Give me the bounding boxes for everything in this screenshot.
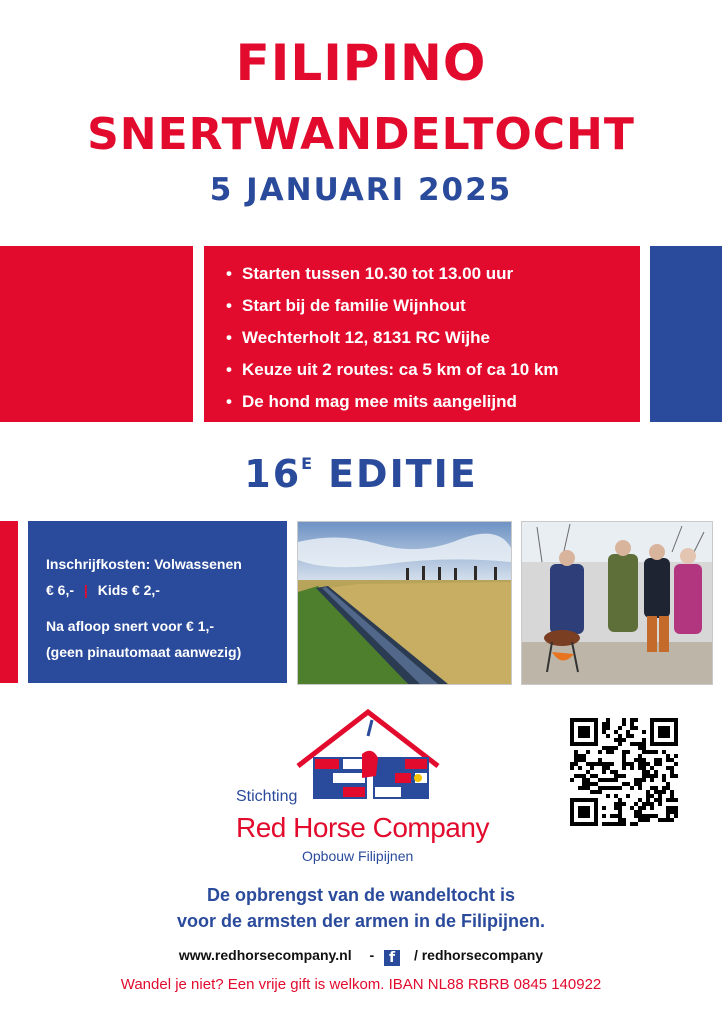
footer-message bbox=[0, 882, 722, 934]
landscape-photo bbox=[297, 521, 512, 685]
event-date: 5 JANUARI 2025 bbox=[209, 172, 513, 208]
edition-number: 16 bbox=[244, 452, 302, 496]
kids-price: Kids € 2,- bbox=[97, 582, 160, 598]
left-red-block bbox=[0, 246, 193, 422]
cost-line-2 bbox=[46, 577, 281, 603]
website-link[interactable]: www.redhorsecompany.nl bbox=[178, 947, 352, 963]
edition-word: EDITIE bbox=[328, 452, 478, 496]
cost-line-1: Inschrijfkosten: Volwassenen bbox=[46, 556, 242, 572]
right-blue-block bbox=[650, 246, 722, 422]
cooking-photo bbox=[521, 521, 713, 685]
info-item: • Wechterholt 12, 8131 RC Wijhe bbox=[226, 328, 490, 347]
donation-note: Wandel je niet? Een vrije gift is welkom. IBAN NL88 RBRB 0845 140922 bbox=[120, 976, 602, 993]
price-separator: | bbox=[83, 582, 88, 598]
link-dash: - bbox=[369, 947, 375, 963]
cost-line-3: Na afloop snert voor € 1,- bbox=[46, 618, 215, 634]
info-item: • Keuze uit 2 routes: ca 5 km of ca 10 km bbox=[226, 360, 559, 379]
logo-tagline: Opbouw Filipijnen bbox=[302, 848, 414, 864]
adult-price: € 6,- bbox=[46, 582, 75, 598]
logo-prefix: Stichting bbox=[236, 788, 298, 805]
cost-line-4: (geen pinautomaat aanwezig) bbox=[46, 644, 242, 660]
edition-heading bbox=[0, 452, 722, 496]
info-panel bbox=[204, 246, 640, 422]
facebook-handle[interactable]: / redhorsecompany bbox=[413, 947, 544, 963]
footer-line-2: voor de armsten der armen in de Filipijnen. bbox=[176, 911, 546, 931]
info-item: • Starten tussen 10.30 tot 13.00 uur bbox=[226, 264, 514, 283]
info-item: • De hond mag mee mits aangelijnd bbox=[226, 392, 517, 411]
footer-line-1: De opbrengst van de wandeltocht is bbox=[206, 885, 516, 905]
title-line-1: FILIPINO bbox=[235, 34, 487, 92]
red-horse-logo bbox=[232, 708, 502, 868]
info-list bbox=[226, 264, 559, 424]
title-line-2: SNERTWANDELTOCHT bbox=[87, 109, 635, 160]
cost-panel bbox=[28, 521, 287, 683]
facebook-icon[interactable]: f bbox=[384, 950, 400, 966]
info-item: • Start bij de familie Wijnhout bbox=[226, 296, 466, 315]
social-links bbox=[0, 947, 722, 966]
logo-name: Red Horse Company bbox=[236, 812, 489, 843]
edition-superscript: E bbox=[301, 454, 315, 473]
qr-code bbox=[570, 718, 678, 826]
left-red-stripe bbox=[0, 521, 18, 683]
